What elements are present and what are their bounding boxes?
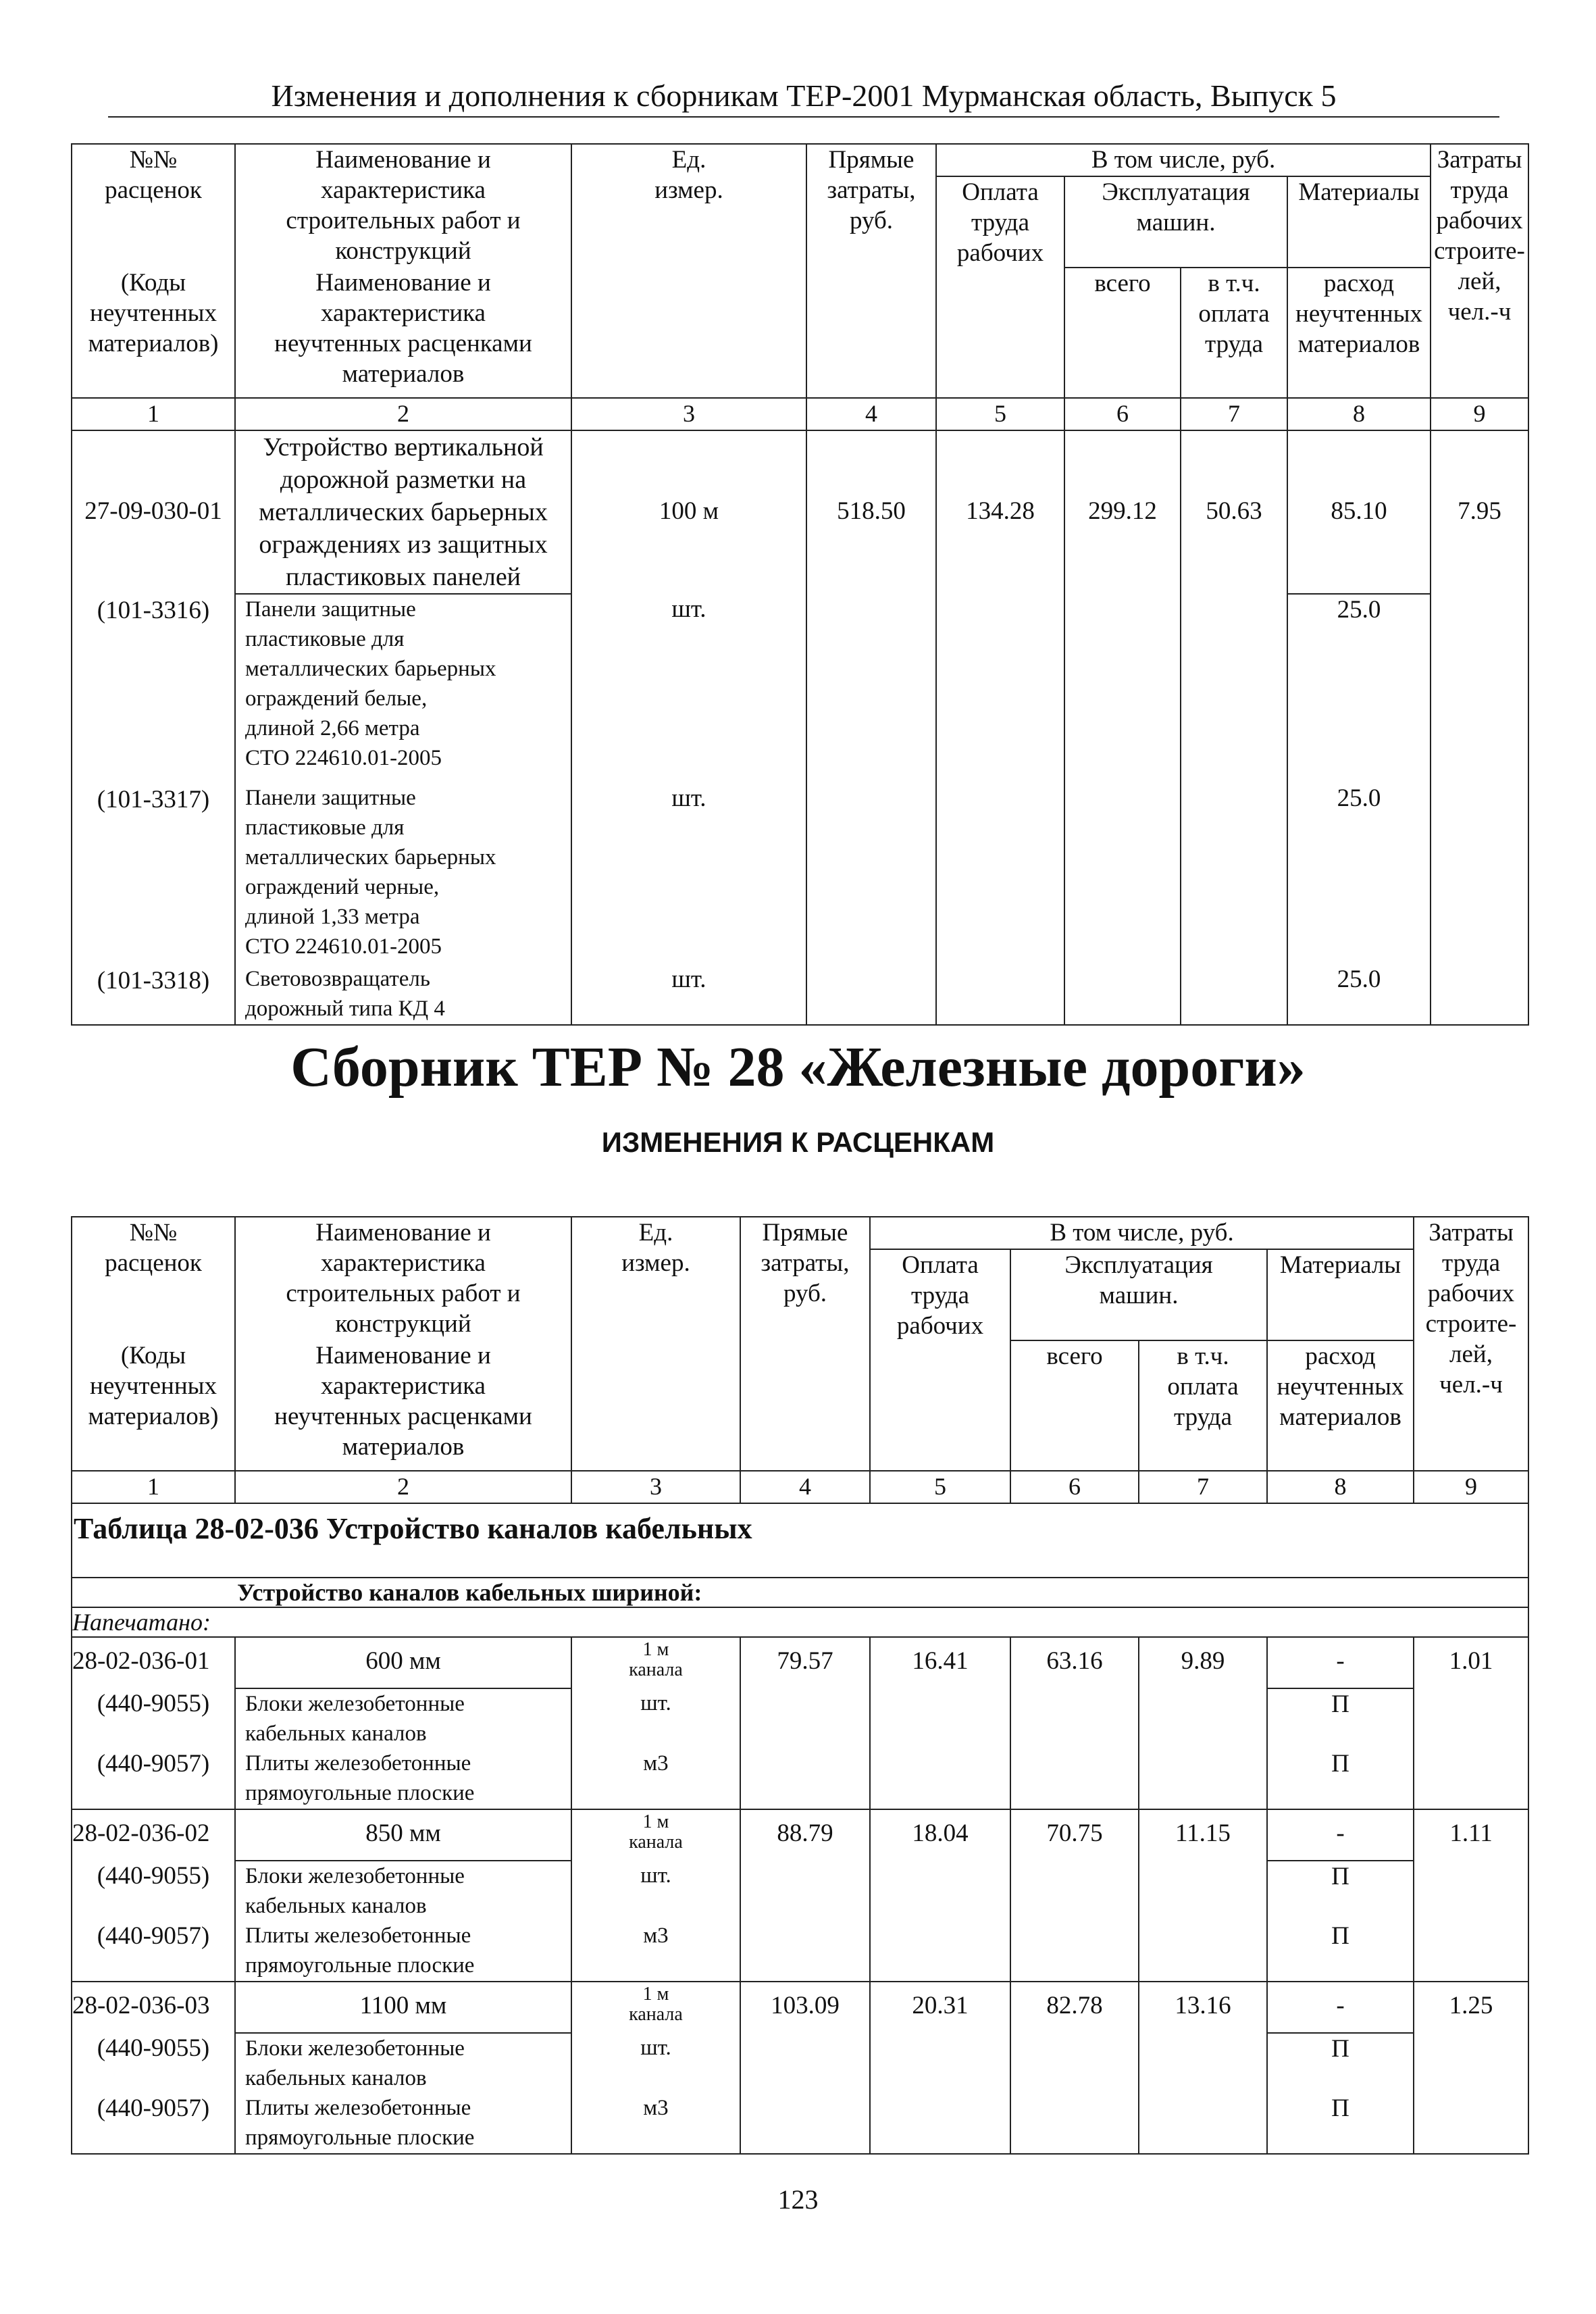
- col-head-name-line: характеристика: [321, 1249, 486, 1277]
- material-usage: 25.0: [1287, 964, 1431, 1025]
- col-head-code-line: №№: [129, 1219, 178, 1247]
- col-head-labor-cost-line: Затраты: [1428, 1219, 1514, 1247]
- empty-cell: [1139, 1861, 1267, 1921]
- rate-name: [235, 430, 571, 594]
- empty-cell: [1431, 594, 1528, 783]
- material-usage: П: [1267, 1688, 1414, 1749]
- printed-label: Напечатано:: [72, 1607, 1528, 1637]
- material-name-line: длиной 1,33 метра: [245, 905, 420, 929]
- col-head-name-sub-line: неучтенных расценками: [274, 330, 532, 357]
- empty-cell: [740, 1688, 870, 1749]
- col-head-labor-pay: [936, 176, 1064, 398]
- material-name-line: Плиты железобетонные: [245, 1751, 471, 1776]
- col-head-labor-cost-line: строите-: [1434, 237, 1525, 265]
- empty-cell: [1139, 1688, 1267, 1749]
- rate-machines-total: 82.78: [1010, 1982, 1139, 2033]
- material-name: [235, 2093, 571, 2154]
- material-unit: шт.: [571, 1688, 740, 1749]
- empty-cell: [1139, 1749, 1267, 1809]
- rate-name-line: дорожной разметки на: [280, 466, 527, 494]
- empty-cell: [870, 2093, 1010, 2154]
- empty-cell: [936, 594, 1064, 783]
- col-head-materials: Материалы: [1287, 176, 1431, 268]
- col-head-name-line: Наименование и: [315, 146, 491, 174]
- empty-cell: [870, 2033, 1010, 2093]
- material-row: [72, 1749, 1528, 1809]
- col-head-direct-line: Прямые: [762, 1219, 848, 1247]
- rate-unit-line: 1 м: [642, 1639, 669, 1660]
- rate-unit-line: канала: [629, 2004, 683, 2025]
- empty-cell: [870, 1921, 1010, 1982]
- empty-cell: [1064, 783, 1181, 964]
- empty-cell: [1064, 964, 1181, 1025]
- material-name-line: прямоугольные плоские: [245, 1953, 475, 1978]
- col-head-labor-cost-line: рабочих: [1436, 207, 1523, 234]
- col-head-name-sub-line: неучтенных расценками: [274, 1403, 532, 1430]
- col-number: 8: [1267, 1471, 1414, 1503]
- col-number: 6: [1010, 1471, 1139, 1503]
- empty-cell: [1010, 1921, 1139, 1982]
- material-code: (101-3316): [72, 594, 235, 783]
- rate-name-line: ограждениях из защитных: [259, 530, 548, 559]
- material-name: [235, 1749, 571, 1809]
- table-subheading: Устройство каналов кабельных шириной:: [72, 1578, 1528, 1607]
- empty-cell: [1010, 2033, 1139, 2093]
- empty-cell: [936, 964, 1064, 1025]
- material-row: [72, 2093, 1528, 2154]
- col-head-labor-cost-line: Затраты: [1437, 146, 1522, 174]
- empty-cell: [1431, 783, 1528, 964]
- col-number: 1: [72, 398, 235, 430]
- col-head-materials-usage-line: материалов: [1279, 1403, 1401, 1431]
- empty-cell: [870, 1861, 1010, 1921]
- material-code: (440-9057): [72, 2093, 235, 2154]
- col-head-machines-line: машин.: [1136, 209, 1216, 236]
- empty-cell: [870, 1688, 1010, 1749]
- empty-cell: [806, 783, 936, 964]
- empty-cell: [1064, 594, 1181, 783]
- col-head-direct-line: Прямые: [828, 146, 915, 174]
- empty-cell: [1414, 1749, 1528, 1809]
- col-head-labor-cost-line: чел.-ч: [1439, 1371, 1503, 1399]
- rate-unit: [571, 1809, 740, 1861]
- page-header: Изменения и дополнения к сборникам ТЕР-2001 Мурманская область, Выпуск 5: [108, 76, 1499, 118]
- empty-cell: [1181, 783, 1287, 964]
- col-head-code-sub-line: материалов): [88, 1403, 219, 1430]
- empty-cell: [1414, 1921, 1528, 1982]
- material-code: (440-9057): [72, 1921, 235, 1982]
- material-name-line: ограждений белые,: [245, 686, 428, 711]
- material-name-line: СТО 224610.01-2005: [245, 934, 442, 959]
- col-head-name-sub-line: материалов: [342, 1433, 465, 1461]
- empty-cell: [806, 964, 936, 1025]
- material-name: [235, 1861, 571, 1921]
- col-head-materials-usage-line: материалов: [1297, 330, 1420, 358]
- col-head-code-line: расценок: [105, 1249, 202, 1277]
- col-number: 9: [1414, 1471, 1528, 1503]
- material-unit: м3: [571, 1749, 740, 1809]
- rate-machines-labor: 11.15: [1139, 1809, 1267, 1861]
- col-head-labor-cost-line: лей,: [1449, 1340, 1493, 1368]
- empty-cell: [1010, 1688, 1139, 1749]
- material-name-line: кабельных каналов: [245, 2066, 427, 2090]
- col-head-name-line: Наименование и: [315, 1219, 491, 1247]
- rate-direct: 103.09: [740, 1982, 870, 2033]
- material-code: (440-9057): [72, 1749, 235, 1809]
- rate-code: 28-02-036-02: [72, 1809, 235, 1861]
- material-code: (101-3317): [72, 783, 235, 964]
- col-head-direct-line: руб.: [849, 207, 894, 234]
- col-head-name-line: характеристика: [321, 176, 486, 204]
- empty-cell: [806, 594, 936, 783]
- col-head-materials-usage-line: неучтенных: [1295, 300, 1422, 328]
- col-head-labor-pay-line: рабочих: [956, 239, 1044, 267]
- material-unit: шт.: [571, 2033, 740, 2093]
- col-head-materials: Материалы: [1267, 1249, 1414, 1340]
- rate-direct: 518.50: [806, 430, 936, 594]
- rate-machines-total: 70.75: [1010, 1809, 1139, 1861]
- col-head-name-line: строительных работ и: [286, 1280, 521, 1307]
- material-name-line: Блоки железобетонные: [245, 2036, 465, 2061]
- material-row: [72, 2033, 1528, 2093]
- material-name-line: ограждений черные,: [245, 875, 440, 899]
- rates-table-1: [71, 143, 1529, 1026]
- col-head-labor-pay-line: Оплата: [962, 178, 1039, 206]
- col-head-code: [72, 1217, 235, 1340]
- col-head-code-line: №№: [129, 146, 178, 174]
- material-usage: 25.0: [1287, 594, 1431, 783]
- material-name: [235, 594, 571, 783]
- rate-name-line: Устройство вертикальной: [263, 433, 544, 461]
- material-unit: шт.: [571, 964, 806, 1025]
- material-unit: м3: [571, 1921, 740, 1982]
- col-head-unit-line: измер.: [621, 1249, 690, 1277]
- rate-labor-cost: 1.11: [1414, 1809, 1528, 1861]
- empty-cell: [1010, 2093, 1139, 2154]
- col-head-code-sub: [72, 268, 235, 398]
- rate-labor-pay: 134.28: [936, 430, 1064, 594]
- material-code: (440-9055): [72, 2033, 235, 2093]
- material-name-line: пластиковые для: [245, 815, 405, 840]
- rate-row: [72, 430, 1528, 594]
- col-number: 2: [235, 398, 571, 430]
- rate-labor-pay: 20.31: [870, 1982, 1010, 2033]
- col-head-direct-line: затраты,: [761, 1249, 850, 1277]
- col-head-direct-line: затраты,: [827, 176, 916, 204]
- material-name-line: длиной 2,66 метра: [245, 716, 420, 740]
- material-code: (101-3318): [72, 964, 235, 1025]
- rate-materials: 85.10: [1287, 430, 1431, 594]
- material-name-line: Блоки железобетонные: [245, 1692, 465, 1716]
- empty-cell: [740, 2093, 870, 2154]
- rate-materials: -: [1267, 1982, 1414, 2033]
- material-name-line: СТО 224610.01-2005: [245, 746, 442, 770]
- material-name: [235, 2033, 571, 2093]
- material-name-line: металлических барьерных: [245, 845, 496, 870]
- col-head-labor-pay-line: рабочих: [896, 1312, 984, 1340]
- col-head-name-sub-line: характеристика: [321, 299, 486, 327]
- empty-cell: [1010, 1749, 1139, 1809]
- rate-unit-line: канала: [629, 1832, 683, 1853]
- rate-unit: 100 м: [571, 430, 806, 594]
- material-usage: 25.0: [1287, 783, 1431, 964]
- col-head-name-sub: [235, 268, 571, 398]
- col-head-labor-cost-line: строите-: [1425, 1310, 1517, 1338]
- material-usage: П: [1267, 1861, 1414, 1921]
- col-head-unit: [571, 144, 806, 398]
- col-number: 5: [870, 1471, 1010, 1503]
- material-usage: П: [1267, 1921, 1414, 1982]
- material-name-line: прямоугольные плоские: [245, 1781, 475, 1805]
- col-head-name-sub-line: Наименование и: [315, 1342, 491, 1369]
- empty-cell: [740, 1861, 870, 1921]
- empty-cell: [740, 2033, 870, 2093]
- material-name-line: металлических барьерных: [245, 657, 496, 681]
- rate-row: [72, 1809, 1528, 1861]
- rate-name-line: металлических барьерных: [259, 498, 548, 526]
- table-title: Таблица 28-02-036 Устройство каналов кабельных: [72, 1503, 1528, 1578]
- rate-machines-labor: 50.63: [1181, 430, 1287, 594]
- rate-unit: [571, 1637, 740, 1688]
- column-numbers-row: [72, 398, 1528, 430]
- col-head-machines-labor-line: труда: [1204, 330, 1264, 358]
- col-number: 3: [571, 398, 806, 430]
- empty-cell: [1139, 1921, 1267, 1982]
- col-number: 1: [72, 1471, 235, 1503]
- col-head-name-line: конструкций: [335, 237, 471, 265]
- rate-unit-line: 1 м: [642, 1984, 669, 2005]
- col-head-machines-labor: [1139, 1340, 1267, 1471]
- col-head-name: [235, 144, 571, 268]
- empty-cell: [1414, 1688, 1528, 1749]
- material-name: [235, 964, 571, 1025]
- col-head-code-sub-line: неучтенных: [90, 1372, 217, 1400]
- empty-cell: [1181, 594, 1287, 783]
- rate-labor-cost: 7.95: [1431, 430, 1528, 594]
- col-head-machines-labor: [1181, 268, 1287, 398]
- col-head-labor-cost-line: чел.-ч: [1447, 298, 1512, 326]
- material-usage: П: [1267, 2093, 1414, 2154]
- material-usage: П: [1267, 2033, 1414, 2093]
- col-head-machines-labor-line: в т.ч.: [1208, 270, 1260, 297]
- material-name-line: кабельных каналов: [245, 1721, 427, 1746]
- col-head-unit-line: измер.: [654, 176, 723, 204]
- col-head-materials-usage-line: расход: [1305, 1342, 1376, 1370]
- col-head-code-sub-line: (Коды: [120, 269, 186, 297]
- col-head-materials-usage-line: неучтенных: [1277, 1373, 1404, 1401]
- col-head-labor-cost-line: труда: [1450, 176, 1509, 204]
- material-unit: шт.: [571, 783, 806, 964]
- col-head-materials-usage: [1267, 1340, 1414, 1471]
- rate-materials: -: [1267, 1809, 1414, 1861]
- empty-cell: [740, 1749, 870, 1809]
- col-head-machines: [1064, 176, 1287, 268]
- empty-cell: [1414, 1861, 1528, 1921]
- col-head-labor-cost-line: рабочих: [1427, 1280, 1515, 1307]
- col-head-name-sub-line: Наименование и: [315, 269, 491, 297]
- col-number: 4: [740, 1471, 870, 1503]
- col-head-unit-line: Ед.: [671, 146, 706, 174]
- col-head-labor-pay-line: Оплата: [902, 1251, 979, 1279]
- rate-name: 600 мм: [235, 1637, 571, 1688]
- material-name-line: Панели защитные: [245, 786, 416, 810]
- col-number: 9: [1431, 398, 1528, 430]
- empty-cell: [1010, 1861, 1139, 1921]
- empty-cell: [1414, 2093, 1528, 2154]
- material-name-line: дорожный типа КД 4: [245, 997, 445, 1021]
- rate-name: 850 мм: [235, 1809, 571, 1861]
- material-row: [72, 964, 1528, 1025]
- col-head-unit: [571, 1217, 740, 1471]
- col-head-labor-pay-line: труда: [910, 1282, 970, 1309]
- rate-row: [72, 1982, 1528, 2033]
- col-number: 7: [1139, 1471, 1267, 1503]
- col-head-unit-line: Ед.: [638, 1219, 673, 1247]
- material-name: [235, 783, 571, 964]
- material-row: [72, 1861, 1528, 1921]
- material-unit: шт.: [571, 594, 806, 783]
- col-head-incl: В том числе, руб.: [936, 144, 1431, 176]
- rate-machines-labor: 13.16: [1139, 1982, 1267, 2033]
- material-unit: м3: [571, 2093, 740, 2154]
- col-head-labor-cost: [1431, 144, 1528, 398]
- col-head-direct: [740, 1217, 870, 1471]
- material-row: [72, 1921, 1528, 1982]
- rate-name-line: пластиковых панелей: [285, 563, 521, 591]
- material-name-line: прямоугольные плоские: [245, 2126, 475, 2150]
- col-head-labor-pay: [870, 1249, 1010, 1471]
- col-head-direct: [806, 144, 936, 398]
- material-row: [72, 783, 1528, 964]
- col-head-machines-line: Эксплуатация: [1064, 1251, 1213, 1279]
- rate-machines-total: 299.12: [1064, 430, 1181, 594]
- empty-cell: [1414, 2033, 1528, 2093]
- rate-unit-line: канала: [629, 1659, 683, 1680]
- section-title: Сборник ТЕР № 28 «Железные дороги»: [290, 1036, 1306, 1099]
- col-number: 5: [936, 398, 1064, 430]
- empty-cell: [1139, 2033, 1267, 2093]
- material-code: (440-9055): [72, 1688, 235, 1749]
- col-number: 6: [1064, 398, 1181, 430]
- col-head-labor-cost: [1414, 1217, 1528, 1471]
- material-name-line: Плиты железобетонные: [245, 2096, 471, 2120]
- col-head-code-line: расценок: [105, 176, 202, 204]
- empty-cell: [740, 1921, 870, 1982]
- col-head-machines-labor-line: в т.ч.: [1177, 1342, 1229, 1370]
- rate-name: 1100 мм: [235, 1982, 571, 2033]
- material-name-line: пластиковые для: [245, 627, 405, 651]
- col-head-materials-usage-line: расход: [1323, 270, 1395, 297]
- empty-cell: [870, 1749, 1010, 1809]
- col-head-machines: [1010, 1249, 1267, 1340]
- rate-code: 28-02-036-01: [72, 1637, 235, 1688]
- col-head-labor-cost-line: лей,: [1458, 268, 1501, 295]
- column-numbers-row: [72, 1471, 1528, 1503]
- material-name-line: Световозвращатель: [245, 967, 430, 991]
- col-head-labor-pay-line: труда: [971, 209, 1030, 236]
- col-head-direct-line: руб.: [783, 1280, 827, 1307]
- rates-table-2: [71, 1216, 1529, 2155]
- material-name: [235, 1688, 571, 1749]
- empty-cell: [936, 783, 1064, 964]
- col-head-machines-labor-line: оплата: [1167, 1373, 1239, 1401]
- col-head-name-line: строительных работ и: [286, 207, 521, 234]
- col-head-machines-total: всего: [1010, 1340, 1139, 1471]
- col-head-machines-line: Эксплуатация: [1102, 178, 1250, 206]
- col-head-machines-total: всего: [1064, 268, 1181, 398]
- material-name-line: Панели защитные: [245, 597, 416, 622]
- rate-unit-line: 1 м: [642, 1811, 669, 1832]
- page-number: 123: [777, 2184, 819, 2215]
- col-head-name-line: конструкций: [335, 1310, 471, 1338]
- section-subtitle: ИЗМЕНЕНИЯ К РАСЦЕНКАМ: [601, 1126, 995, 1158]
- rate-code: 28-02-036-03: [72, 1982, 235, 2033]
- col-head-machines-labor-line: оплата: [1198, 300, 1270, 328]
- col-head-labor-cost-line: труда: [1441, 1249, 1501, 1277]
- col-number: 4: [806, 398, 936, 430]
- material-name-line: Плиты железобетонные: [245, 1923, 471, 1948]
- col-head-code-sub: [72, 1340, 235, 1471]
- empty-cell: [1431, 964, 1528, 1025]
- col-head-name: [235, 1217, 571, 1340]
- material-row: [72, 1688, 1528, 1749]
- rate-direct: 88.79: [740, 1809, 870, 1861]
- col-number: 8: [1287, 398, 1431, 430]
- rate-labor-cost: 1.01: [1414, 1637, 1528, 1688]
- col-head-machines-labor-line: труда: [1173, 1403, 1233, 1431]
- col-head-incl: В том числе, руб.: [870, 1217, 1414, 1249]
- col-number: 3: [571, 1471, 740, 1503]
- col-head-code: [72, 144, 235, 268]
- material-usage: П: [1267, 1749, 1414, 1809]
- col-number: 7: [1181, 398, 1287, 430]
- rate-labor-pay: 18.04: [870, 1809, 1010, 1861]
- material-code: (440-9055): [72, 1861, 235, 1921]
- rate-labor-cost: 1.25: [1414, 1982, 1528, 2033]
- col-head-code-sub-line: неучтенных: [90, 299, 217, 327]
- material-unit: шт.: [571, 1861, 740, 1921]
- rate-unit: [571, 1982, 740, 2033]
- material-name-line: Блоки железобетонные: [245, 1864, 465, 1888]
- material-name-line: кабельных каналов: [245, 1894, 427, 1918]
- col-head-name-sub-line: материалов: [342, 360, 465, 388]
- col-head-name-sub: [235, 1340, 571, 1471]
- rate-machines-total: 63.16: [1010, 1637, 1139, 1688]
- rate-labor-pay: 16.41: [870, 1637, 1010, 1688]
- rate-machines-labor: 9.89: [1139, 1637, 1267, 1688]
- material-name: [235, 1921, 571, 1982]
- empty-cell: [1181, 964, 1287, 1025]
- empty-cell: [1139, 2093, 1267, 2154]
- col-number: 2: [235, 1471, 571, 1503]
- rate-code: 27-09-030-01: [72, 430, 235, 594]
- rate-materials: -: [1267, 1637, 1414, 1688]
- col-head-code-sub-line: материалов): [88, 330, 219, 357]
- rate-direct: 79.57: [740, 1637, 870, 1688]
- col-head-materials-usage: [1287, 268, 1431, 398]
- col-head-name-sub-line: характеристика: [321, 1372, 486, 1400]
- rate-row: [72, 1637, 1528, 1688]
- col-head-code-sub-line: (Коды: [120, 1342, 186, 1369]
- col-head-machines-line: машин.: [1099, 1282, 1179, 1309]
- material-row: [72, 594, 1528, 783]
